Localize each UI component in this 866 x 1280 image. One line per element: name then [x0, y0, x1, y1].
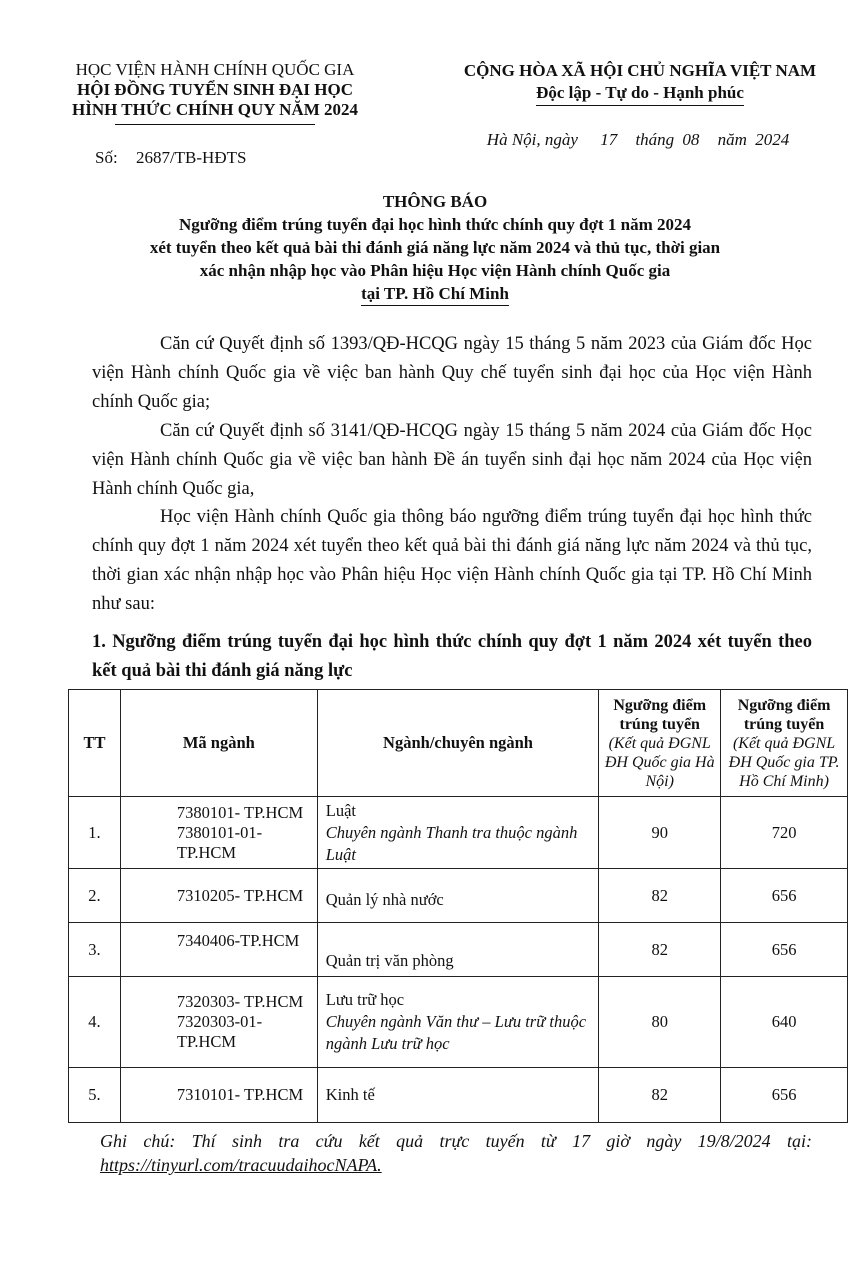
issuing-organization: [40, 60, 390, 125]
paragraph-text: Học viện Hành chính Quốc gia thông báo ngưỡng điểm trúng tuyển đại học hình thức chính quy đợt 1 năm 2024 xét tuyển theo kết quả bài thi đánh giá năng lực năm 2024 và thủ tục, thời gian xác nhận nhập học vào Phân hiệu Học viện Hành chính Quốc gia tại TP. Hồ Chí Minh như sau:: [92, 507, 812, 614]
threshold-label: Ngưỡng điểm trúng tuyển: [737, 696, 831, 733]
code-specialization: 7380101-01- TP.HCM: [176, 822, 263, 862]
major-code: 7310101- TP.HCM: [120, 1068, 317, 1123]
row-index: 4.: [69, 977, 121, 1068]
threshold-hcm: 640: [721, 977, 848, 1068]
threshold-hcm: 656: [721, 869, 848, 923]
table-row: [69, 869, 848, 923]
major-code: 7310205- TP.HCM: [120, 869, 317, 923]
footnote: Ghi chú: Thí sinh tra cứu kết quả trực tuyến từ 17 giờ ngày 19/8/2024 tại:: [100, 1131, 812, 1151]
major-name: Quản trị văn phòng: [317, 923, 599, 977]
table-row: [69, 977, 848, 1068]
paragraph-legal-basis-2: [92, 417, 812, 504]
doc-no-value: 2687/TB-HĐTS: [135, 148, 247, 167]
major-name: [317, 797, 599, 869]
col-header-threshold-hcm: [721, 690, 848, 797]
threshold-hanoi: 82: [599, 923, 721, 977]
header-divider: [115, 124, 315, 125]
date-day: 17: [600, 130, 618, 149]
paragraph-legal-basis-1: [92, 330, 812, 417]
row-index: 1.: [69, 797, 121, 869]
paragraph-announcement: [92, 503, 812, 619]
major-code: [120, 797, 317, 869]
col-header-tt: TT: [69, 690, 121, 797]
major-title: Luật: [325, 800, 356, 820]
title-line-2: xét tuyển theo kết quả bài thi đánh giá năng lực năm 2024 và thủ tục, thời gian: [149, 238, 721, 257]
major-name: Quản lý nhà nước: [317, 869, 599, 923]
lookup-link[interactable]: https://tinyurl.com/tracuudaihocNAPA.: [100, 1155, 382, 1175]
threshold-hcm: 720: [721, 797, 848, 869]
col-header-code: Mã ngành: [120, 690, 317, 797]
date-month: 08: [682, 130, 700, 149]
code-primary: 7320303- TP.HCM: [176, 992, 304, 1011]
code-specialization: 7320303-01- TP.HCM: [176, 1012, 263, 1051]
threshold-hcm: 656: [721, 1068, 848, 1123]
threshold-hanoi: 80: [599, 977, 721, 1068]
row-index: 3.: [69, 923, 121, 977]
date-month-label: tháng: [635, 130, 675, 149]
title-line-4: tại TP. Hồ Chí Minh: [361, 282, 509, 306]
table-row: [69, 1068, 848, 1123]
paragraph-text: Căn cứ Quyết định số 1393/QĐ-HCQG ngày 15 tháng 5 năm 2023 của Giám đốc Học viện Hành chính Quốc gia về việc ban hành Quy chế tuyển sinh đại học của Học viện Hành chính Quốc gia;: [92, 334, 812, 412]
major-code: [120, 977, 317, 1068]
doc-no-label: Số:: [95, 148, 118, 167]
country-name: CỘNG HÒA XÃ HỘI CHỦ NGHĨA VIỆT NAM: [463, 61, 817, 80]
org-name: HỌC VIỆN HÀNH CHÍNH QUỐC GIA: [75, 60, 355, 79]
table-row: [69, 923, 848, 977]
document-number: [95, 148, 246, 168]
threshold-source: (Kết quả ĐGNL ĐH Quốc gia TP. Hồ Chí Minh): [728, 734, 840, 790]
notice-title: [80, 190, 790, 306]
date-prefix: Hà Nội, ngày: [486, 130, 578, 149]
threshold-table: [68, 689, 848, 1123]
major-name: Kinh tế: [317, 1068, 599, 1123]
row-index: 2.: [69, 869, 121, 923]
national-motto: Độc lập - Tự do - Hạnh phúc: [536, 82, 744, 106]
notice-heading: THÔNG BÁO: [382, 192, 488, 211]
table-row: [69, 797, 848, 869]
title-line-1: Ngưỡng điểm trúng tuyển đại học hình thức chính quy đợt 1 năm 2024: [178, 215, 692, 234]
date-year-label: năm: [717, 130, 747, 149]
major-title: Lưu trữ học: [325, 990, 405, 1009]
council-name: HỘI ĐỒNG TUYỂN SINH ĐẠI HỌC: [77, 80, 353, 99]
date-year: 2024: [755, 130, 790, 149]
code-primary: 7380101- TP.HCM: [176, 802, 304, 822]
threshold-label: Ngưỡng điểm trúng tuyển: [613, 696, 707, 733]
threshold-hcm: 656: [721, 923, 848, 977]
major-code: 7340406-TP.HCM: [120, 923, 317, 977]
title-line-3: xác nhận nhập học vào Phân hiệu Học viện Hành chính Quốc gia: [199, 261, 671, 280]
threshold-hanoi: 90: [599, 797, 721, 869]
council-scope: HÌNH THỨC CHÍNH QUY NĂM 2024: [71, 100, 358, 119]
row-index: 5.: [69, 1068, 121, 1123]
col-header-major: Ngành/chuyên ngành: [317, 690, 599, 797]
threshold-source: (Kết quả ĐGNL ĐH Quốc gia Hà Nội): [604, 734, 715, 790]
threshold-hanoi: 82: [599, 1068, 721, 1123]
major-name: [317, 977, 599, 1068]
issue-date: [420, 130, 860, 150]
specialization-title: Chuyên ngành Văn thư – Lưu trữ thuộc ngành Lưu trữ học: [325, 1012, 587, 1053]
national-header: [420, 60, 860, 106]
threshold-hanoi: 82: [599, 869, 721, 923]
col-header-threshold-hanoi: [599, 690, 721, 797]
table-header-row: [69, 690, 848, 797]
specialization-title: Chuyên ngành Thanh tra thuộc ngành Luật: [325, 822, 578, 864]
section-1-title: 1. Ngưỡng điểm trúng tuyển đại học hình thức chính quy đợt 1 năm 2024 xét tuyển theo kết quả bài thi đánh giá năng lực: [92, 632, 812, 681]
paragraph-text: Căn cứ Quyết định số 3141/QĐ-HCQG ngày 15 tháng 5 năm 2024 của Giám đốc Học viện Hành chính Quốc gia về việc ban hành Đề án tuyển sinh đại học năm 2024 của Học viện Hành chính Quốc gia,: [92, 421, 812, 499]
